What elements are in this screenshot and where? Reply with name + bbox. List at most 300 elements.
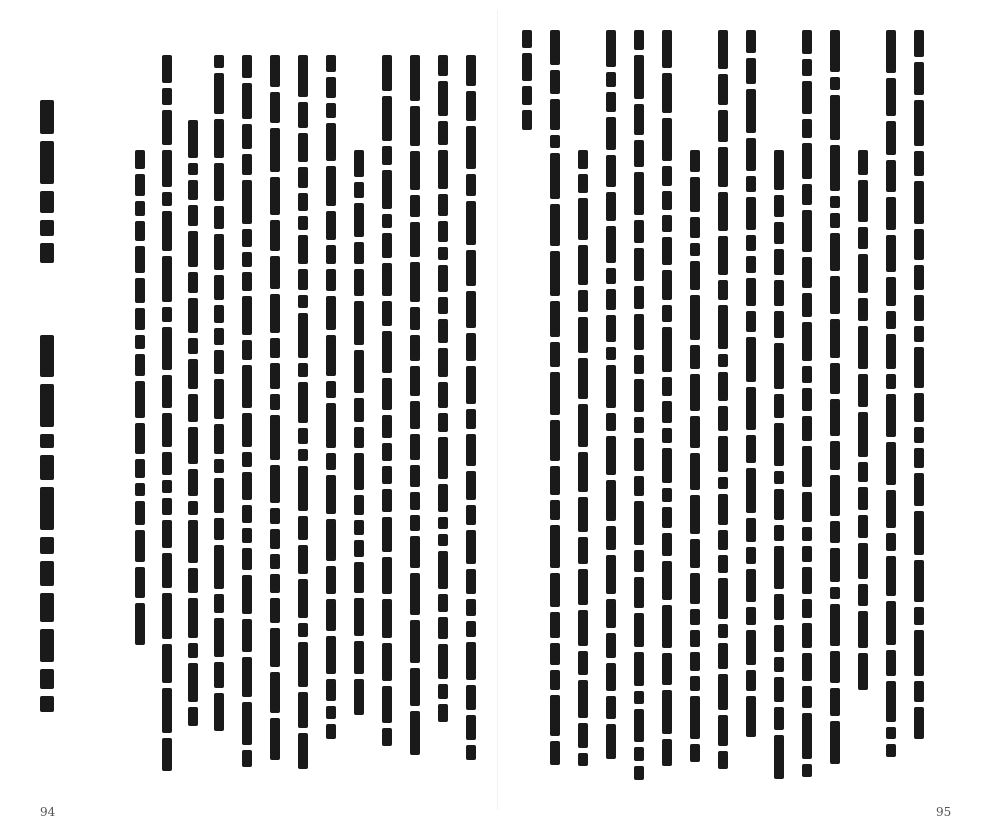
script-word	[382, 443, 392, 461]
script-word	[135, 501, 145, 525]
script-word	[466, 599, 476, 616]
script-word	[298, 733, 308, 769]
script-word	[188, 272, 198, 293]
script-word	[914, 630, 924, 676]
script-word	[270, 598, 280, 623]
script-word	[914, 607, 924, 625]
script-word	[578, 404, 588, 447]
script-word	[382, 170, 392, 209]
script-word	[634, 248, 644, 281]
script-word	[774, 280, 784, 306]
chapter-heading-line-2	[40, 335, 54, 719]
script-word	[382, 214, 392, 228]
script-word	[135, 278, 145, 303]
script-word	[214, 328, 224, 345]
script-word	[802, 143, 812, 179]
script-word	[242, 83, 252, 119]
script-word	[858, 653, 868, 690]
script-word	[242, 296, 252, 335]
script-word	[438, 517, 448, 529]
script-word	[858, 227, 868, 249]
script-word	[662, 739, 672, 766]
script-word	[214, 55, 224, 68]
script-word	[886, 727, 896, 739]
script-word	[690, 744, 700, 762]
script-word	[690, 177, 700, 212]
script-word	[858, 374, 868, 407]
script-word	[634, 220, 644, 243]
script-word	[886, 601, 896, 645]
script-word	[578, 452, 588, 492]
script-word	[802, 184, 812, 205]
script-word	[606, 365, 616, 408]
text-column	[212, 55, 226, 736]
script-word	[606, 315, 616, 342]
script-word	[830, 30, 840, 72]
script-word	[606, 268, 616, 284]
script-word	[214, 618, 224, 657]
script-word	[690, 630, 700, 647]
script-word	[830, 196, 840, 208]
script-word	[326, 123, 336, 161]
script-word	[606, 155, 616, 187]
script-word	[214, 350, 224, 374]
script-word	[410, 106, 420, 146]
script-word	[830, 95, 840, 140]
script-word	[830, 399, 840, 436]
script-word	[466, 91, 476, 121]
script-word	[162, 327, 172, 370]
script-word	[914, 511, 924, 555]
script-word	[802, 366, 812, 383]
script-word	[606, 480, 616, 521]
script-word	[886, 334, 896, 369]
script-word	[326, 77, 336, 98]
script-word	[550, 372, 560, 415]
script-word	[410, 492, 420, 510]
script-word	[662, 605, 672, 648]
script-word	[270, 394, 280, 410]
script-word	[162, 480, 172, 493]
page-gutter	[497, 10, 498, 810]
script-word	[242, 124, 252, 149]
script-word	[188, 338, 198, 354]
script-word	[550, 670, 560, 690]
script-word	[746, 256, 756, 273]
script-word	[298, 449, 308, 461]
script-word	[746, 197, 756, 230]
script-word	[438, 704, 448, 722]
text-column	[464, 55, 478, 765]
text-column	[324, 55, 338, 744]
script-word	[634, 577, 644, 608]
script-word	[774, 195, 784, 217]
page-number-right: 95	[936, 805, 952, 819]
script-word	[746, 58, 756, 84]
script-word	[634, 55, 644, 99]
script-word	[802, 567, 812, 594]
script-word	[466, 291, 476, 328]
script-word	[662, 73, 672, 113]
script-word	[188, 663, 198, 702]
script-word	[550, 135, 560, 148]
script-word	[634, 691, 644, 704]
script-word	[214, 459, 224, 473]
script-word	[466, 201, 476, 245]
script-word	[298, 382, 308, 423]
script-word	[774, 311, 784, 338]
script-word	[326, 403, 336, 448]
script-word	[718, 354, 728, 367]
script-word	[188, 427, 198, 464]
script-word	[914, 295, 924, 321]
script-word	[886, 556, 896, 596]
script-word	[662, 533, 672, 556]
script-word	[40, 384, 54, 427]
script-word	[578, 651, 588, 675]
script-word	[550, 153, 560, 199]
script-word	[634, 709, 644, 742]
script-word	[354, 301, 364, 345]
script-word	[914, 473, 924, 506]
script-word	[354, 398, 364, 422]
script-word	[382, 233, 392, 258]
text-column	[352, 150, 366, 720]
script-word	[354, 562, 364, 593]
script-word	[662, 401, 672, 423]
script-word	[858, 515, 868, 538]
script-word	[242, 229, 252, 247]
script-word	[270, 718, 280, 760]
script-word	[214, 478, 224, 513]
script-word	[438, 319, 448, 343]
script-word	[242, 272, 252, 291]
text-column	[548, 30, 562, 770]
script-word	[382, 517, 392, 552]
script-word	[438, 551, 448, 589]
script-word	[690, 416, 700, 448]
script-word	[774, 525, 784, 541]
script-word	[270, 628, 280, 667]
script-word	[578, 610, 588, 646]
text-column	[856, 150, 870, 695]
script-word	[634, 355, 644, 374]
script-word	[410, 620, 420, 663]
script-word	[326, 724, 336, 739]
script-word	[466, 569, 476, 594]
script-word	[550, 70, 560, 94]
script-word	[40, 455, 54, 480]
script-word	[914, 30, 924, 57]
script-word	[298, 516, 308, 540]
script-word	[466, 621, 476, 637]
script-word	[214, 206, 224, 229]
script-word	[718, 110, 728, 142]
script-word	[774, 394, 784, 418]
text-column	[744, 30, 758, 742]
script-word	[690, 573, 700, 604]
text-column	[660, 30, 674, 771]
chapter-heading-line-1	[40, 100, 54, 270]
script-word	[690, 495, 700, 534]
script-word	[242, 548, 252, 570]
script-word	[214, 275, 224, 300]
script-word	[242, 340, 252, 360]
script-word	[690, 243, 700, 256]
script-word	[382, 599, 392, 638]
script-word	[438, 437, 448, 479]
script-word	[802, 257, 812, 288]
script-word	[858, 462, 868, 482]
script-word	[242, 180, 252, 224]
script-word	[162, 553, 172, 588]
script-word	[886, 277, 896, 306]
script-word	[242, 750, 252, 767]
script-word	[634, 140, 644, 167]
script-word	[326, 211, 336, 240]
script-word	[830, 688, 840, 716]
script-word	[326, 269, 336, 291]
script-word	[438, 194, 448, 216]
script-word	[634, 476, 644, 496]
script-word	[746, 30, 756, 53]
script-word	[718, 715, 728, 746]
script-word	[410, 711, 420, 755]
script-word	[162, 593, 172, 639]
script-word	[354, 269, 364, 296]
script-word	[606, 117, 616, 150]
text-column	[772, 150, 786, 784]
script-word	[326, 296, 336, 330]
script-word	[135, 381, 145, 418]
script-word	[830, 319, 840, 358]
script-word	[774, 657, 784, 672]
script-word	[662, 448, 672, 483]
script-word	[354, 679, 364, 715]
text-column	[576, 150, 590, 771]
script-word	[886, 744, 896, 757]
script-word	[298, 428, 308, 444]
script-word	[162, 644, 172, 683]
script-word	[382, 466, 392, 484]
script-word	[382, 489, 392, 512]
script-word	[774, 489, 784, 520]
script-word	[242, 413, 252, 447]
script-word	[914, 393, 924, 422]
script-word	[634, 501, 644, 545]
script-word	[550, 525, 560, 568]
script-word	[718, 751, 728, 769]
script-word	[162, 375, 172, 408]
script-word	[382, 301, 392, 326]
script-word	[298, 235, 308, 264]
script-word	[40, 141, 54, 184]
text-column	[800, 30, 814, 782]
script-word	[135, 246, 145, 273]
script-word	[466, 409, 476, 429]
script-word	[522, 30, 532, 48]
text-column	[133, 150, 147, 650]
script-word	[746, 311, 756, 332]
script-word	[298, 545, 308, 574]
script-word	[298, 269, 308, 290]
script-word	[662, 166, 672, 186]
script-word	[382, 557, 392, 594]
script-word	[774, 249, 784, 275]
script-word	[662, 561, 672, 600]
script-word	[690, 652, 700, 671]
script-word	[298, 295, 308, 308]
script-word	[438, 382, 448, 408]
script-word	[135, 221, 145, 241]
script-word	[354, 427, 364, 448]
script-word	[522, 86, 532, 105]
script-word	[214, 662, 224, 688]
script-word	[162, 520, 172, 548]
script-word	[466, 250, 476, 286]
script-word	[690, 150, 700, 172]
script-word	[802, 713, 812, 759]
script-word	[40, 537, 54, 554]
script-word	[438, 55, 448, 76]
script-word	[410, 55, 420, 101]
script-word	[746, 89, 756, 133]
script-word	[466, 55, 476, 86]
script-word	[382, 146, 392, 165]
script-word	[135, 354, 145, 376]
script-word	[914, 62, 924, 95]
script-word	[40, 629, 54, 662]
script-word	[746, 337, 756, 382]
script-word	[270, 672, 280, 713]
script-word	[40, 696, 54, 712]
script-word	[188, 520, 198, 563]
script-word	[162, 413, 172, 447]
script-word	[550, 741, 560, 765]
script-word	[214, 379, 224, 419]
text-column	[268, 55, 282, 765]
script-word	[662, 30, 672, 68]
script-word	[135, 423, 145, 454]
script-word	[40, 243, 54, 263]
script-word	[214, 545, 224, 589]
script-word	[718, 674, 728, 710]
script-word	[662, 507, 672, 528]
script-word	[438, 348, 448, 377]
script-word	[662, 270, 672, 300]
script-word	[802, 653, 812, 681]
script-word	[746, 569, 756, 602]
script-word	[410, 307, 420, 330]
script-word	[326, 706, 336, 719]
script-word	[746, 387, 756, 430]
script-word	[746, 518, 756, 542]
script-word	[718, 530, 728, 550]
script-word	[270, 220, 280, 251]
script-word	[354, 453, 364, 490]
script-word	[188, 163, 198, 175]
script-word	[774, 222, 784, 244]
script-word	[438, 265, 448, 292]
script-word	[188, 231, 198, 267]
script-word	[774, 735, 784, 779]
script-word	[802, 293, 812, 317]
script-word	[578, 358, 588, 399]
script-word	[326, 636, 336, 674]
script-word	[690, 217, 700, 238]
script-word	[466, 505, 476, 525]
text-column	[296, 55, 310, 774]
script-word	[466, 366, 476, 404]
script-word	[410, 195, 420, 217]
script-word	[662, 327, 672, 372]
script-word	[270, 415, 280, 460]
script-word	[135, 603, 145, 645]
script-word	[40, 220, 54, 236]
script-word	[578, 753, 588, 766]
script-word	[914, 681, 924, 702]
script-word	[410, 401, 420, 429]
script-word	[326, 519, 336, 561]
script-word	[214, 594, 224, 613]
script-word	[354, 242, 364, 264]
script-word	[802, 30, 812, 54]
script-word	[746, 435, 756, 463]
script-word	[326, 166, 336, 206]
script-word	[242, 55, 252, 78]
script-word	[410, 335, 420, 361]
script-word	[718, 406, 728, 431]
script-word	[662, 191, 672, 210]
script-word	[802, 764, 812, 777]
script-word	[135, 530, 145, 562]
script-word	[662, 377, 672, 396]
script-word	[634, 747, 644, 761]
script-word	[188, 707, 198, 726]
text-column	[912, 30, 926, 744]
script-word	[634, 104, 644, 135]
script-word	[135, 174, 145, 196]
script-word	[242, 472, 252, 500]
script-word	[382, 686, 392, 723]
script-word	[634, 172, 644, 215]
script-word	[382, 378, 392, 410]
script-word	[135, 201, 145, 216]
script-word	[270, 465, 280, 503]
script-word	[578, 723, 588, 748]
text-column	[716, 30, 730, 774]
script-word	[354, 182, 364, 198]
script-word	[606, 347, 616, 360]
script-word	[578, 198, 588, 240]
script-word	[466, 715, 476, 740]
script-word	[634, 766, 644, 780]
text-column	[186, 120, 200, 731]
script-word	[606, 633, 616, 658]
script-word	[718, 147, 728, 187]
script-word	[830, 213, 840, 228]
script-word	[802, 599, 812, 618]
script-word	[135, 459, 145, 478]
script-word	[718, 74, 728, 105]
script-word	[886, 197, 896, 230]
script-word	[550, 99, 560, 130]
script-word	[914, 448, 924, 468]
text-column	[436, 55, 450, 727]
script-word	[830, 475, 840, 516]
script-word	[410, 668, 420, 706]
script-word	[606, 30, 616, 67]
